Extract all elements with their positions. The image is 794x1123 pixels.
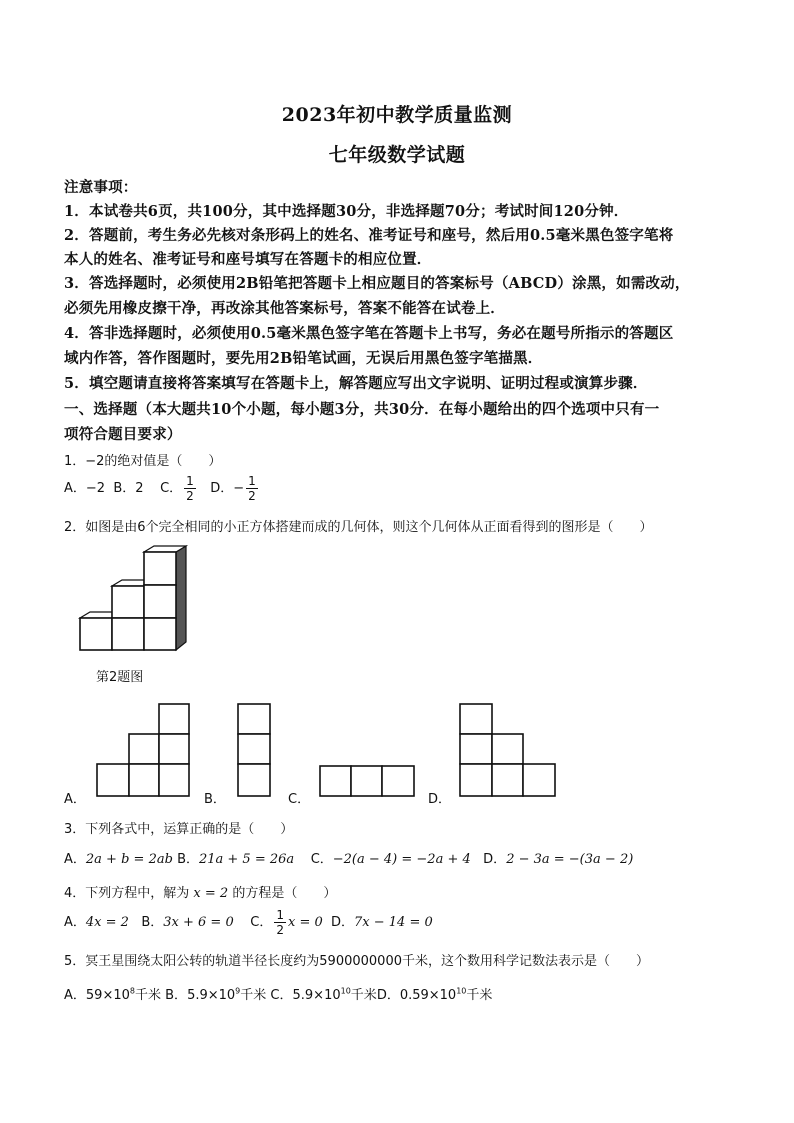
q4-option-c: x = 0 [287,915,323,930]
q2-option-b-label: B． [204,792,226,807]
q2-figure [76,544,192,660]
q1-option-b: B．2 [113,481,144,496]
q3-option-b: 21a + 5 = 26a [198,852,295,867]
q3-stem: 3．下列各式中，运算正确的是（ ） [64,822,294,837]
q2-option-d-figure [458,702,558,798]
q4-option-b-label: B． [141,915,164,930]
q4-option-c-label: C． [250,915,273,930]
q1-option-d-fraction: $\frac{1}{2}$ [248,474,256,503]
q1-option-d-label: D．− [210,481,245,496]
q2-option-d-label: D． [428,792,452,807]
q3-options [64,848,633,867]
q3-option-d: 2 − 3a = −(3a − 2) [506,852,634,867]
q5-option-c-label: C． [270,988,293,1003]
q2-option-c-label: C． [288,792,311,807]
note-line: 5．填空题请直接将答案填写在答题卡上，解答题应写出文字说明、证明过程或演算步骤． [64,375,648,392]
q1-option-c-fraction: $\frac{1}{2}$ [186,474,194,503]
q5-option-b-label: B． [165,988,188,1003]
q3-option-d-label: D． [483,852,507,867]
section-heading-cont: 项符合题目要求） [64,426,182,443]
q1-options [64,474,260,503]
q4-stem-math: x = 2 [193,886,229,901]
notes-heading: 注意事项： [64,179,138,196]
q3-option-a: 2a + b = 2ab [85,852,173,867]
q2-caption: 第2题图 [96,670,144,685]
note-line: 本人的姓名、准考证号和座号填写在答题卡的相应位置． [64,251,432,268]
q5-option-a-label: A． [64,988,86,1003]
note-line: 1．本试卷共6页，共100分，其中选择题30分，非选择题70分；考试时间120分钟． [64,203,629,220]
q4-option-a-label: A． [64,915,86,930]
page-title: 2023年初中教学质量监测 [281,104,513,126]
q5-option-a: $59\times 10^8$千米 [85,986,161,1003]
q2-stem: 2．如图是由6个完全相同的小正方体搭建而成的几何体，则这个几何体从正面看得到的图形是（ ） [64,520,653,535]
q2-option-a-label: A． [64,792,86,807]
q5-option-d-label: D． [376,988,400,1003]
q5-option-c: $5.9\times 10^{10}$千米 [292,986,377,1003]
q5-option-b: $5.9\times 10^9$千米 [187,986,267,1003]
q5-option-d: $0.59\times 10^{10}$千米 [399,986,493,1003]
q1-option-c-label: C． [160,481,183,496]
q4-option-a: 4x = 2 [85,915,129,930]
q3-option-a-label: A． [64,852,86,867]
section-heading: 一、选择题（本大题共10个小题，每小题3分，共30分．在每小题给出的四个选项中只有一 [64,401,660,418]
note-line: 域内作答，答作图题时，要先用2B铅笔试画，无误后用黑色签字笔描黑． [64,350,543,367]
q4-stem-post: 的方程是（ ） [232,886,337,901]
note-line: 必须先用橡皮擦干净，再改涂其他答案标号，答案不能答在试卷上． [64,300,505,317]
q5-options [64,984,492,1003]
page-subtitle: 七年级数学试题 [328,144,466,166]
q2-option-a-figure [95,702,191,798]
q2-option-c-figure [318,764,416,798]
q4-option-c-fraction: $\frac{1}{2}$ [276,908,284,937]
q3-option-c: −2(a − 4) = −2a + 4 [332,852,471,867]
q4-stem-pre: 4．下列方程中，解为 [64,886,190,901]
q4-option-d-label: D． [331,915,355,930]
q1-stem: 1．−2的绝对值是（ ） [64,454,222,469]
note-line: 3．答选择题时，必须使用2B铅笔把答题卡上相应题目的答案标号（ABCD）涂黑，如需改动， [64,275,690,292]
q4-option-d: 7x − 14 = 0 [354,915,433,930]
q3-option-b-label: B． [177,852,199,867]
q4-option-b: 3x + 6 = 0 [163,915,234,930]
q3-option-c-label: C． [310,852,333,867]
note-line: 2．答题前，考生务必先核对条形码上的姓名、准考证号和座号，然后用0.5毫米黑色签字笔将 [64,227,674,244]
note-line: 4．答非选择题时，必须使用0.5毫米黑色签字笔在答题卡上书写，务必在题号所指示的答题区 [64,325,674,342]
q4-stem [64,882,336,901]
q5-stem: 5．冥王星围绕太阳公转的轨道半径长度约为5900000000千米，这个数用科学记数法表示是（ ） [64,954,649,969]
q2-option-b-figure [236,702,272,798]
q1-option-a: A．−2 [64,481,106,496]
q4-options [64,908,433,937]
